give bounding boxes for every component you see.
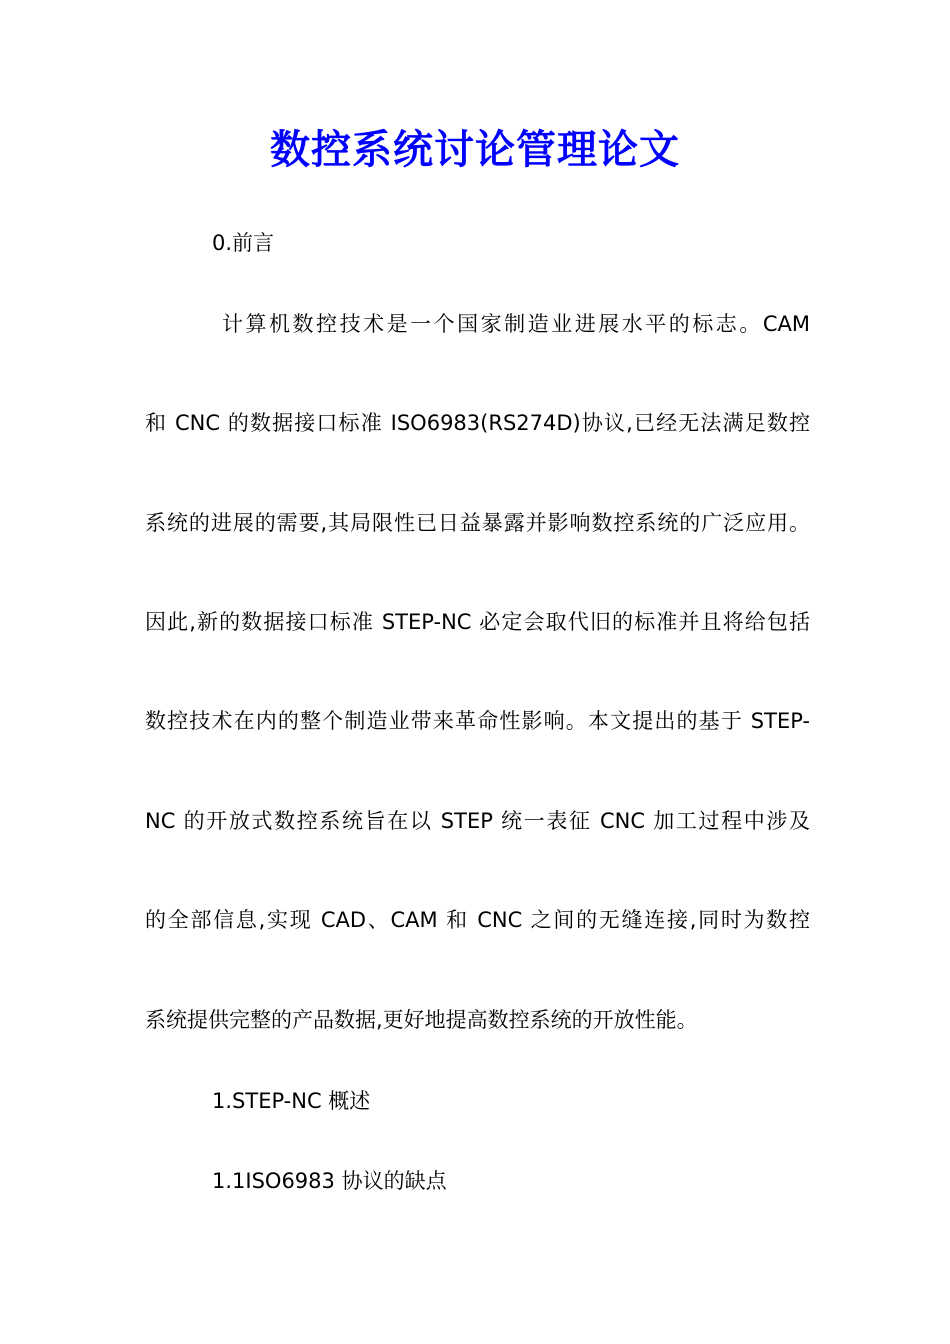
paragraph-line-3: 系统的进展的需要,其局限性已日益暴露并影响数控系统的广泛应用。 (145, 511, 810, 535)
paragraph-line-2: 和 CNC 的数据接口标准 ISO6983(RS274D)协议,已经无法满足数控 (145, 411, 810, 435)
paragraph-line-6: NC 的开放式数控系统旨在以 STEP 统一表征 CNC 加工过程中涉及 (145, 809, 810, 833)
section-heading-intro: 0.前言 (212, 231, 275, 255)
paragraph-line-7: 的全部信息,实现 CAD、CAM 和 CNC 之间的无缝连接,同时为数控 (145, 908, 810, 932)
document-title: 数控系统讨论管理论文 (270, 126, 680, 173)
paragraph-line-1: 计算机数控技术是一个国家制造业进展水平的标志。CAM (222, 312, 810, 336)
paragraph-line-4: 因此,新的数据接口标准 STEP-NC 必定会取代旧的标准并且将给包括 (145, 610, 810, 634)
section-heading-1: 1.STEP-NC 概述 (212, 1089, 371, 1113)
paragraph-line-8: 系统提供完整的产品数据,更好地提高数控系统的开放性能。 (145, 1008, 698, 1032)
section-heading-1-1: 1.1ISO6983 协议的缺点 (212, 1169, 447, 1193)
paragraph-line-5: 数控技术在内的整个制造业带来革命性影响。本文提出的基于 STEP- (145, 709, 810, 733)
